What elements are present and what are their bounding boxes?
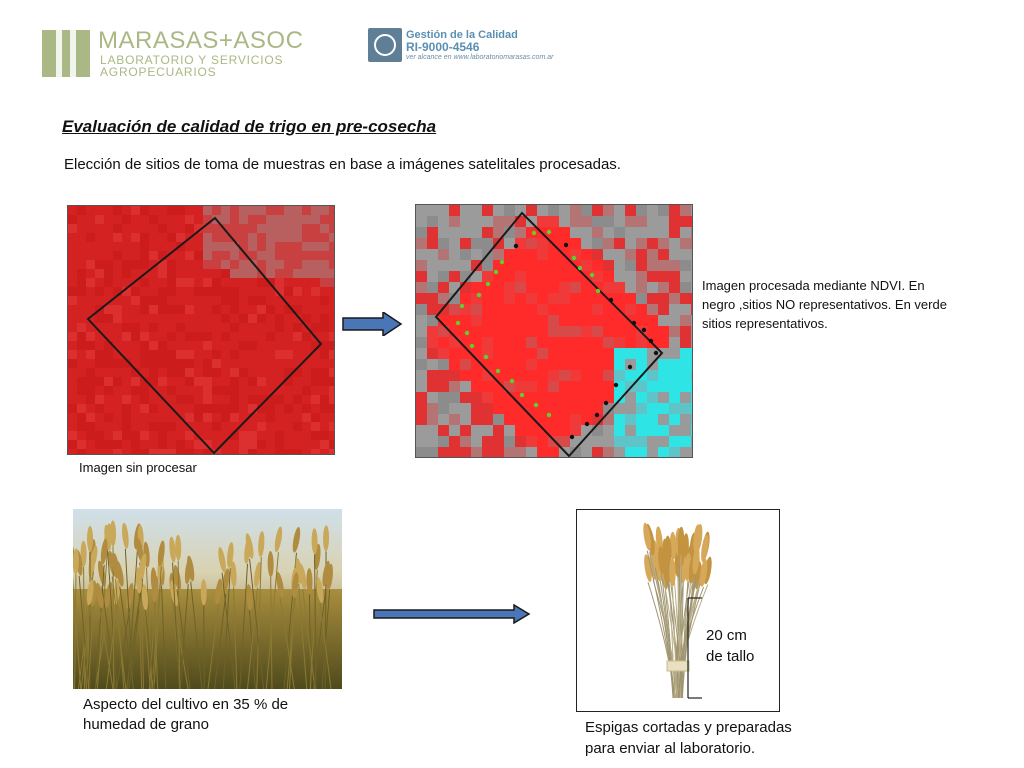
non-representative-site-dot	[595, 413, 599, 417]
non-representative-site-dot	[514, 244, 518, 248]
representative-site-dot	[465, 331, 469, 335]
quality-certification-logo	[368, 28, 598, 92]
representative-site-dot	[547, 230, 551, 234]
representative-site-dot	[510, 379, 514, 383]
non-representative-site-dot	[614, 383, 618, 387]
company-logo-mark	[42, 30, 90, 77]
representative-site-dot	[590, 273, 594, 277]
non-representative-site-dot	[570, 435, 574, 439]
non-representative-site-dot	[632, 321, 636, 325]
stem-length-value: 20 cm	[706, 627, 747, 644]
representative-site-dot	[484, 355, 488, 359]
non-representative-site-dot	[642, 328, 646, 332]
representative-site-dot	[596, 289, 600, 293]
wheat-field-graphic	[73, 509, 342, 689]
representative-site-dot	[494, 270, 498, 274]
arrow-right-long-icon	[372, 604, 532, 624]
page-title: Evaluación de calidad de trigo en pre-cosecha	[62, 117, 437, 136]
satellite-image-raw	[67, 205, 335, 455]
company-logo	[42, 27, 304, 79]
iram-badge-icon	[368, 28, 402, 62]
company-logo-line2: AGROPECUARIOS	[100, 65, 217, 79]
company-logo-name: MARASAS+ASOC	[98, 27, 304, 54]
representative-site-dot	[578, 266, 582, 270]
representative-site-dot	[496, 369, 500, 373]
bundle-caption: Espigas cortadas y preparadas para enviar al laboratorio.	[585, 719, 792, 757]
quality-logo-line2: RI-9000-4546	[406, 40, 480, 54]
wheat-bundle-graphic	[577, 510, 779, 711]
satellite-ndvi-graphic	[416, 205, 692, 457]
satellite-raw-graphic	[68, 206, 334, 454]
ndvi-caption: Imagen procesada mediante NDVI. En negro ,sitios NO representativos. En verde sitios representativos.	[702, 278, 947, 331]
company-logo-line1: LABORATORIO Y SERVICIOS	[100, 53, 284, 67]
non-representative-site-dot	[628, 365, 632, 369]
non-representative-site-dot	[654, 351, 658, 355]
representative-site-dot	[572, 256, 576, 260]
raw-image-caption: Imagen sin procesar	[79, 460, 197, 475]
representative-site-dot	[460, 304, 464, 308]
representative-site-dot	[520, 393, 524, 397]
non-representative-site-dot	[649, 339, 653, 343]
stem-length-text: de tallo	[706, 648, 755, 665]
stem-length-label	[706, 625, 776, 667]
representative-site-dot	[456, 321, 460, 325]
crop-caption: Aspecto del cultivo en 35 % de humedad de grano	[83, 696, 289, 733]
wheat-field-photo	[73, 509, 342, 689]
non-representative-site-dot	[564, 243, 568, 247]
non-representative-site-dot	[604, 401, 608, 405]
non-representative-site-dot	[609, 298, 613, 302]
quality-logo-line3: ver alcance en www.laboratoriomarasas.com.ar	[406, 54, 554, 61]
non-representative-site-dot	[585, 422, 589, 426]
representative-site-dot	[547, 413, 551, 417]
representative-site-dot	[534, 403, 538, 407]
representative-site-dot	[486, 282, 490, 286]
arrow-right-icon	[341, 312, 403, 336]
representative-site-dot	[477, 293, 481, 297]
representative-site-dot	[500, 260, 504, 264]
representative-site-dot	[470, 344, 474, 348]
wheat-bundle-photo	[576, 509, 780, 712]
satellite-image-ndvi	[415, 204, 693, 458]
quality-logo-line1: Gestión de la Calidad	[406, 29, 518, 41]
page-subtitle: Elección de sitios de toma de muestras en base a imágenes satelitales procesadas.	[64, 156, 621, 173]
representative-site-dot	[532, 231, 536, 235]
